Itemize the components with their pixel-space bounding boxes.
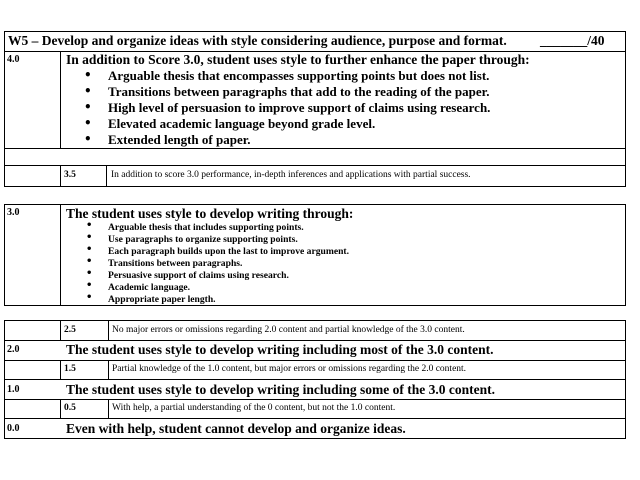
list-item: • Appropriate paper length. [86,292,216,305]
score-05-text: With help, a partial understanding of the 0 content, but not the 1.0 content. [112,403,396,413]
bullet-icon: • [86,244,93,255]
score-3-label: 3.0 [7,207,20,218]
bullet-icon: • [86,292,93,303]
rubric-title: W5 – Develop and organize ideas with style considering audience, purpose and format. [8,33,507,48]
divider [4,379,626,380]
bullet-icon: • [84,116,92,130]
bullet-icon: • [86,280,93,291]
list-item: • Arguable thesis that includes supporting points. [86,220,304,233]
bullet-icon: • [86,268,93,279]
score-35-text: In addition to score 3.0 performance, in-depth inferences and applications with partial success. [111,170,471,180]
divider [4,165,626,166]
score-3-bullet-list [86,222,349,306]
list-item: • Extended length of paper. [84,132,251,147]
divider [4,148,626,149]
bullet-icon: • [86,232,93,243]
divider [60,51,61,148]
score-0-label: 0.0 [7,423,20,434]
list-item: • Each paragraph builds upon the last to improve argument. [86,244,350,257]
divider [60,320,61,340]
list-item: • High level of persuasion to improve support of claims using research. [84,100,491,115]
score-2-text: The student uses style to develop writing including most of the 3.0 content. [66,342,494,357]
divider [108,399,109,418]
score-2-label: 2.0 [7,344,20,355]
bullet-icon: • [84,84,92,98]
list-item: • Elevated academic language beyond grade level. [84,116,376,131]
score-15-label: 1.5 [64,364,76,374]
score-05-label: 0.5 [64,403,76,413]
divider [60,399,61,418]
divider [4,340,626,341]
list-item: • Persuasive support of claims using research. [86,268,289,281]
divider [60,360,61,379]
score-0-text: Even with help, student cannot develop and organize ideas. [66,421,406,436]
score-15-text: Partial knowledge of the 1.0 content, but major errors or omissions regarding the 2.0 content. [112,364,467,374]
divider [60,165,61,187]
score-total-blank: _______/40 [540,33,605,48]
score-4-bullet-list [84,68,490,148]
list-item: • Use paragraphs to organize supporting points. [86,232,298,245]
score-3-heading: The student uses style to develop writing through: [66,206,354,221]
bullet-icon: • [84,68,92,82]
score-4-label: 4.0 [7,54,20,65]
bullet-icon: • [86,256,93,267]
bullet-icon: • [86,220,93,231]
divider [4,360,626,361]
divider [106,165,107,187]
list-item: • Transitions between paragraphs. [86,256,243,269]
divider [60,204,61,306]
score-25-label: 2.5 [64,325,76,335]
list-item: • Arguable thesis that encompasses supporting points but does not list. [84,68,490,83]
score-4-heading: In addition to Score 3.0, student uses style to further enhance the paper through: [66,52,530,67]
divider [108,360,109,379]
divider [4,418,626,419]
bullet-icon: • [84,132,92,146]
list-item: • Transitions between paragraphs that add to the reading of the paper. [84,84,490,99]
score-35-label: 3.5 [64,170,76,180]
divider [4,399,626,400]
bullet-icon: • [84,100,92,114]
score-1-text: The student uses style to develop writing including some of the 3.0 content. [66,382,496,397]
list-item: • Academic language. [86,280,191,293]
score-1-label: 1.0 [7,384,20,395]
score-25-text: No major errors or omissions regarding 2.0 content and partial knowledge of the 3.0 content. [112,325,465,335]
divider [108,320,109,340]
